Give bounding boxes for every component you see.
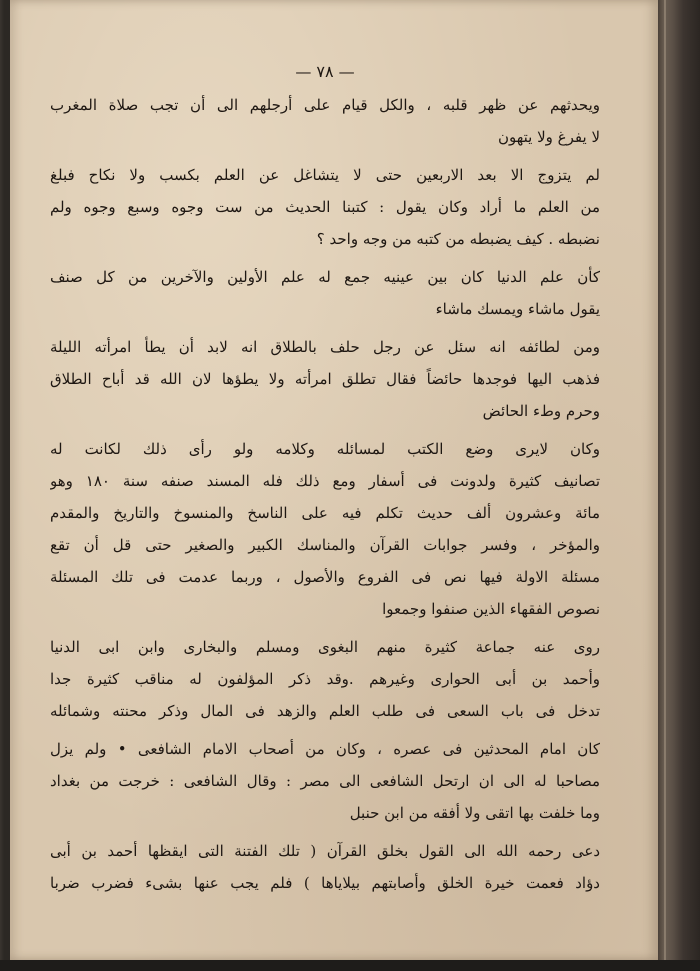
- paragraph: [50, 835, 600, 899]
- text-line: مائة وعشرون ألف حديث تكلم فيه على الناسخ والمنسوخ والتاريخ والمقدم: [50, 504, 600, 522]
- page-number: — ٧٨ —: [295, 62, 355, 81]
- scan-bottom-edge: [0, 960, 700, 971]
- text-line: روى عنه جماعة كثيرة منهم البغوى ومسلم والبخارى وابن ابى الدنيا: [50, 638, 600, 656]
- paragraph: [50, 733, 600, 829]
- book-binding-edge: [658, 0, 700, 971]
- text-line: وحرم وطء الحائض: [482, 402, 600, 420]
- text-line: ويحدثهم عن ظهر قلبه ، والكل قيام على أرجلهم الى أن تجب صلاة المغرب: [50, 96, 600, 114]
- paragraph: [50, 631, 600, 727]
- text-line: ومن لطائفه انه سئل عن رجل حلف بالطلاق انه لابد أن يطأ امرأته الليلة: [50, 338, 600, 356]
- text-line: من العلم ما أراد وكان يقول : كتبنا الحديث من ست وجوه وسبع وجوه ولم: [50, 198, 600, 216]
- text-line: تصانيف كثيرة ولدونت فى أسفار ومع ذلك فله المسند صنفه سنة ١٨٠ وهو: [50, 472, 600, 490]
- text-line: نضبطه . كيف يضبطه من كتبه من وجه واحد ؟: [316, 230, 600, 248]
- paragraph: [50, 433, 600, 625]
- text-line: دعى رحمه الله الى القول بخلق القرآن ( تلك الفتنة التى ايقظها أحمد بن أبى: [50, 842, 600, 860]
- text-line: لا يفرغ ولا يتهون: [497, 128, 600, 146]
- book-page: [10, 0, 658, 960]
- page-text: [50, 62, 600, 905]
- text-line: لم يتزوج الا بعد الاربعين حتى لا يتشاغل عن العلم بكسب ولا نكاح فبلغ: [50, 166, 600, 184]
- text-line: كأن علم الدنيا كان بين عينيه جمع له علم الأولين والآخرين من كل صنف: [50, 268, 600, 286]
- text-line: يقول ماشاء ويمسك ماشاء: [435, 300, 600, 318]
- text-line: كان امام المحدثين فى عصره ، وكان من أصحاب الامام الشافعى • ولم يزل: [50, 740, 600, 758]
- text-line: نصوص الفقهاء الذين صنفوا وجمعوا: [382, 600, 600, 618]
- binding-highlight: [664, 0, 666, 971]
- text-line: مصاحبا له الى ان ارتحل الشافعى الى مصر : وقال الشافعى : خرجت من بغداد: [50, 772, 600, 790]
- text-line: وما خلفت بها اتقى ولا أفقه من ابن حنبل: [349, 804, 600, 822]
- text-line: والمؤخر ، وفسر جوابات القرآن والمناسك الكبير والصغير حتى قل أن تقع: [50, 536, 600, 554]
- paragraph: [50, 89, 600, 153]
- paragraph: [50, 159, 600, 255]
- text-line: فذهب اليها فوجدها حائضاً فقال تطلق امرأته ولا يطؤها لان الله قد أباح الطلاق: [50, 370, 600, 388]
- text-line: وأحمد بن أبى الحوارى وغيرهم .وقد ذكر المؤلفون له مناقب كثيرة جدا: [50, 670, 600, 688]
- text-line: دؤاد فعمت خيرة الخلق وأصابتهم بيلاياها ) فلم يجب عنها بشىء فضرب ضربا: [50, 874, 600, 892]
- text-line: تدخل فى باب السعى فى طلب العلم والزهد فى المال وذكر محنته وشمائله: [50, 702, 600, 720]
- paragraph: [50, 331, 600, 427]
- text-line: مسئلة الاولة فيها نص فى الفروع والأصول ، وربما عدمت فى تلك المسئلة: [50, 568, 600, 586]
- paragraph: [50, 261, 600, 325]
- text-line: وكان لايرى وضع الكتب لمسائله وكلامه ولو رأى ذلك لكانت له: [50, 440, 600, 458]
